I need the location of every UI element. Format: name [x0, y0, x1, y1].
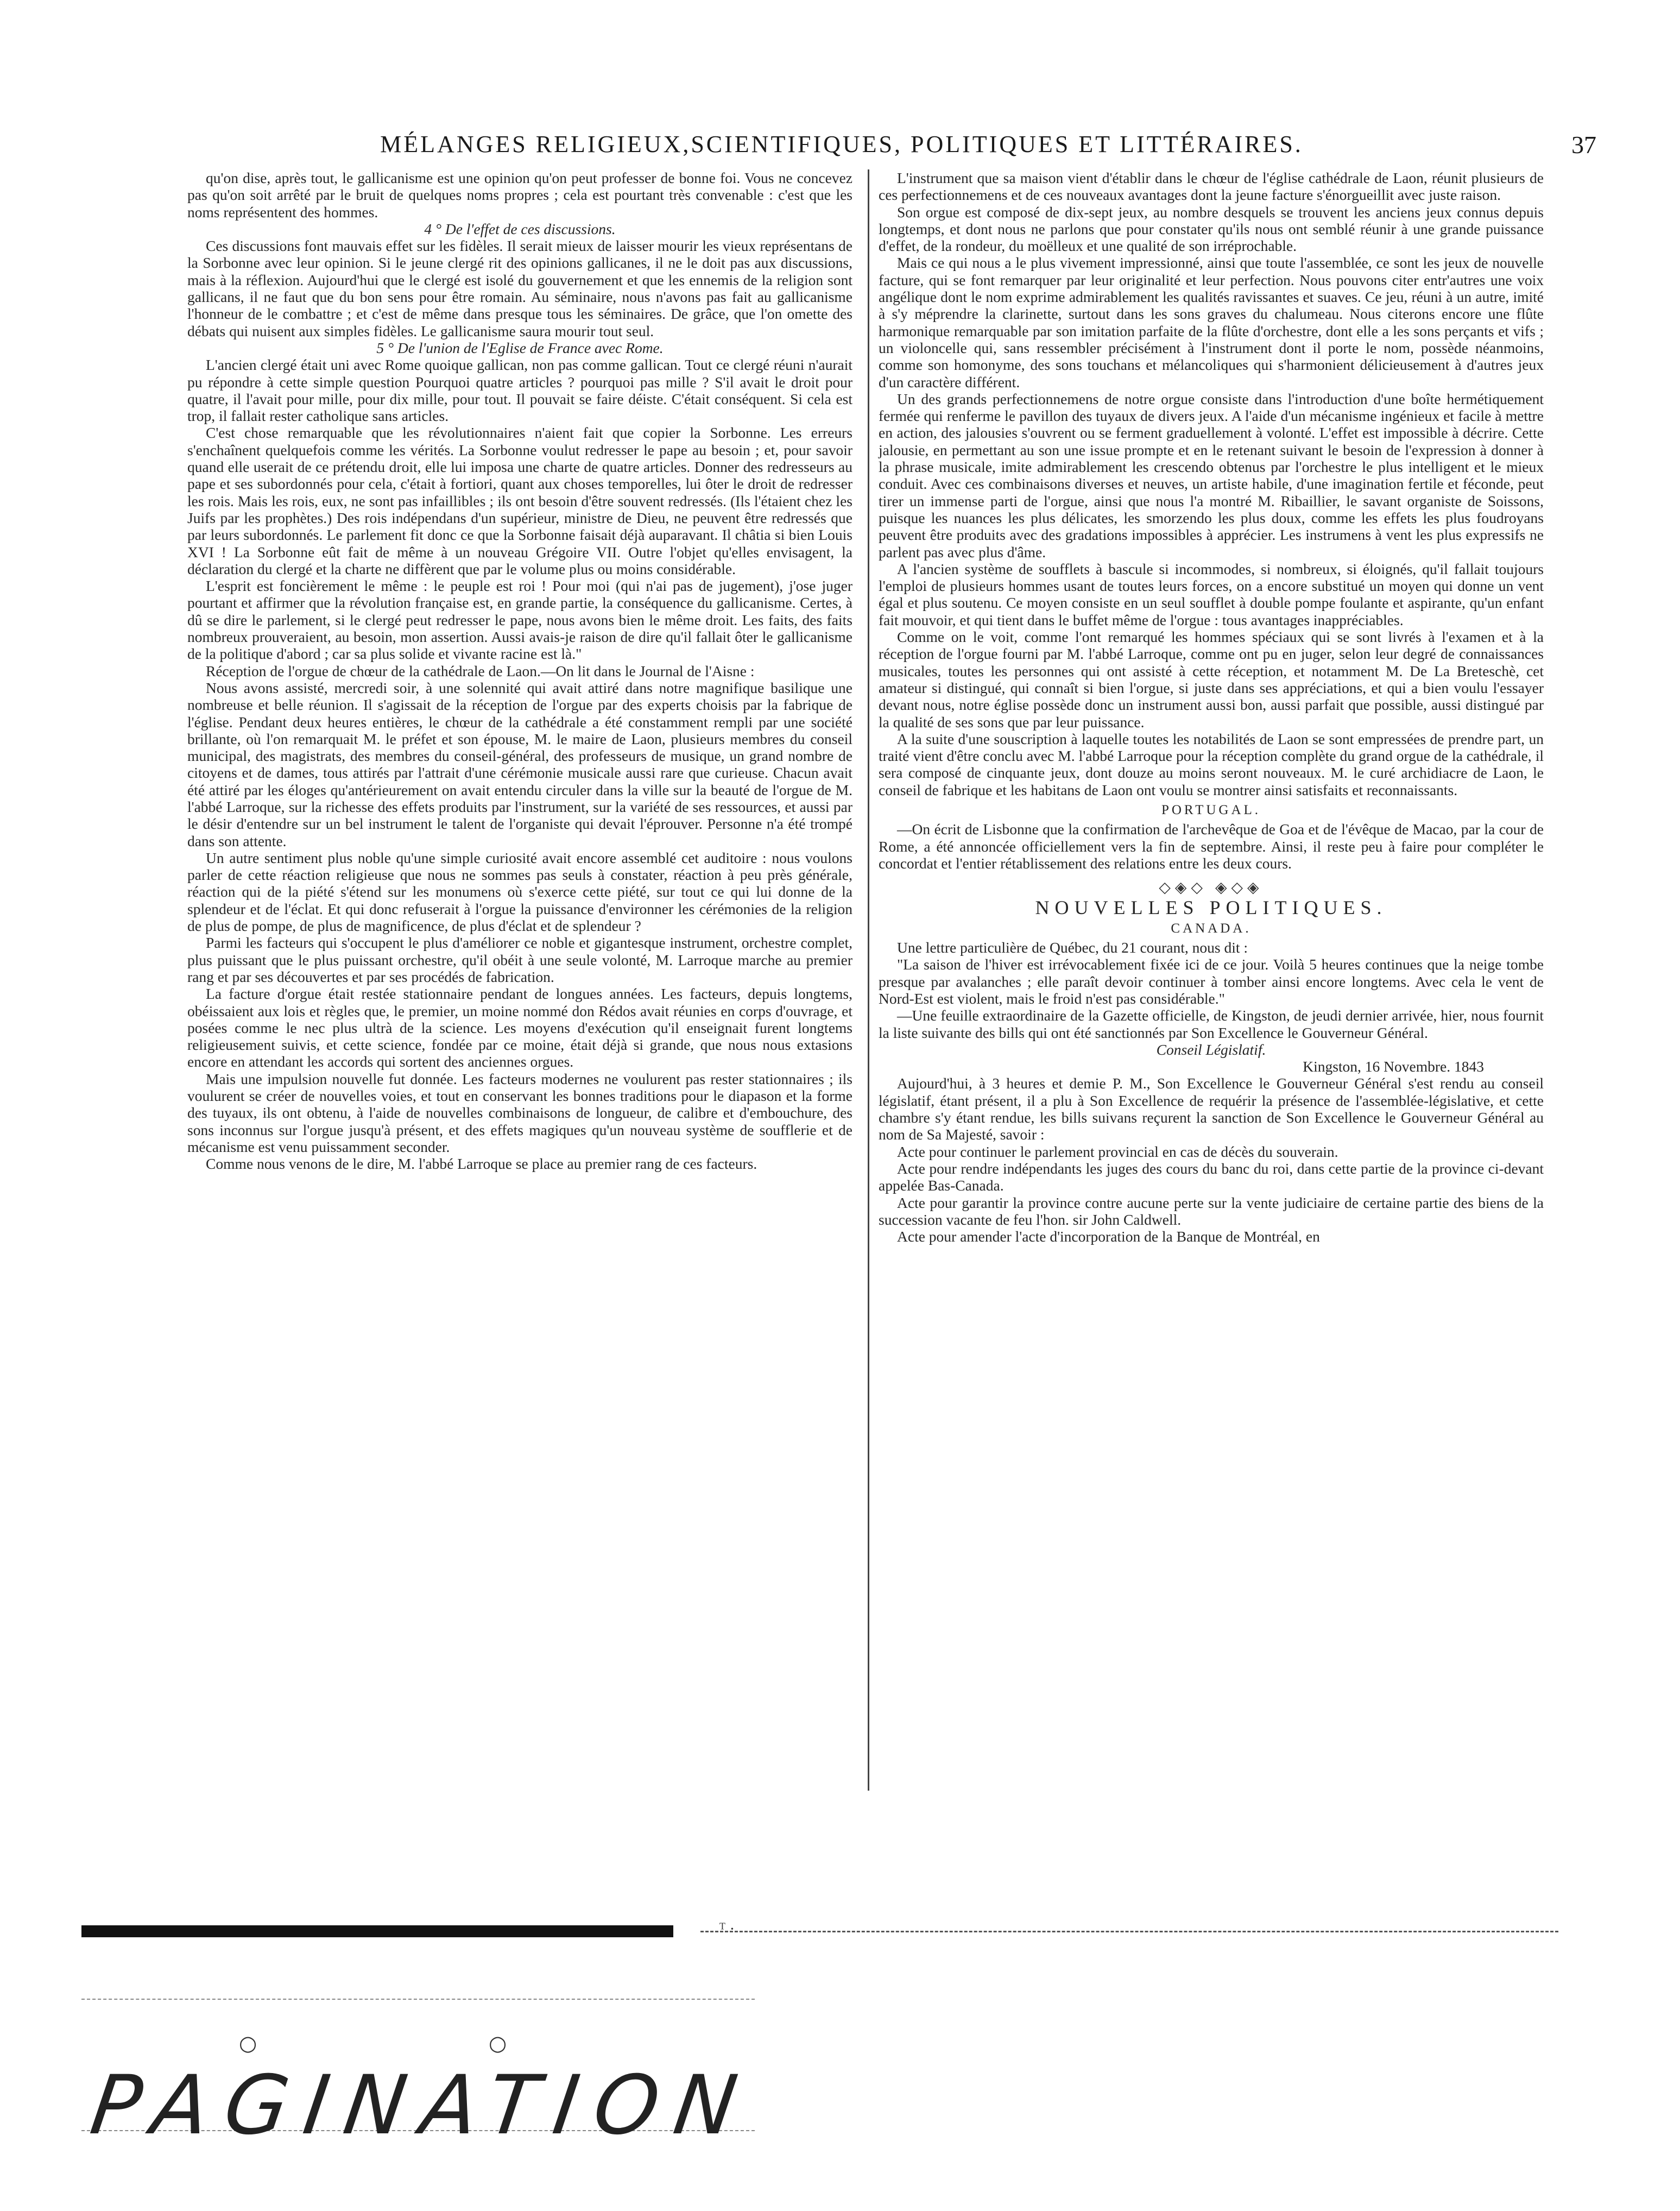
- canada-intro: Une lettre particulière de Québec, du 21 courant, nous dit :: [897, 939, 1248, 956]
- ornament-divider: ◇◈◇ ◈◇◈: [1159, 879, 1264, 897]
- pagination-handwritten-label: PAGINATION: [85, 2058, 759, 2153]
- column-divider: [868, 169, 869, 1791]
- dateline: Kingston, 16 Novembre. 1843: [1303, 1058, 1484, 1075]
- paragraph: Un des grands perfectionnemens de notre orgue consiste dans l'introduction d'une boîte hermétiquement fermée qui renferme le pavillon des tuyaux de divers jeux. A l'aide d'un mécanisme ingénieux et facile à mettre en action, des jalousies s'ouvrent ou se ferment graduellement à volonté. L'effet est impossible à décrire. Cette jalousie, en permettant au son une issue prompte et en le retenant suivant le besoin de l'expression à donner à la phrase musicale, imite admirablement les crescendo obtenus par l'orchestre le plus intelligent et le mieux conduit. Avec ces combinaisons diverses et neuves, un artiste habile, d'une imagination fertile et féconde, peut tirer un immense parti de l'orgue, ainsi que nous l'a montré M. Ribaillier, le savant organiste de Soissons, puisque les nuances les plus délicates, les smorzendo les plus doux, comme les effets les plus foudroyans peuvent être produits avec des gradations impossibles à apprécier. Les instrumens à vent les plus expressifs ne parlent pas avec plus d'âme.: [879, 390, 1544, 560]
- footer-mark: ᵀ ·: [719, 1920, 735, 1938]
- paragraph: Parmi les facteurs qui s'occupent le plus d'améliorer ce noble et gigantesque instrument, orchestre complet, plus puissant que le plus puissant orchestre, qu'il obéit à une seule volonté, M. Larroque marche au premier rang et par ses découvertes et par ses procédés de fabrication.: [187, 934, 852, 985]
- act-item: Acte pour amender l'acte d'incorporation de la Banque de Montréal, en: [897, 1228, 1320, 1245]
- act-item: Acte pour rendre indépendants les juges des cours du banc du roi, dans cette partie de la province ci-devant appelée Bas-Canada.: [879, 1160, 1544, 1194]
- council-subheading: Conseil Législatif.: [1156, 1041, 1266, 1058]
- paragraph: Comme on le voit, comme l'ont remarqué les hommes spéciaux qui se sont livrés à l'examen et à la réception de l'orgue fourni par M. l'abbé Larroque, comme ont pu en juger, selon leur degré de connaissances musicales, toutes les personnes qui ont assisté à cette réception, et notamment M. De La Breteschè, cet amateur si distingué, qui connaît si bien l'orgue, si juste dans ses appréciations, et qui a bien voulu l'essayer devant nous, notre église possède donc un instrument aussi bon, aussi parfait que possible, aussi distingué par la qualité de ses sons que par leur puissance.: [879, 628, 1544, 730]
- running-title: MÉLANGES RELIGIEUX,SCIENTIFIQUES, POLITIQUES ET LITTÉRAIRES.: [380, 131, 1303, 158]
- act-item: Acte pour garantir la province contre aucune perte sur la vente judiciaire de certaine partie des biens de la succession vacante de feu l'hon. sir John Caldwell.: [879, 1194, 1544, 1228]
- subheading: 5 ° De l'union de l'Eglise de France avec Rome.: [376, 339, 664, 356]
- paragraph: L'esprit est foncièrement le même : le peuple est roi ! Pour moi (qui n'ai pas de jugement), j'ose juger pourtant et affirmer que la révolution française est, en grande partie, la conséquence du gallicanisme. Certes, à dû se dire le parlement, si le clergé peut redresser le pape, nous avons bien le même droit. Les faits, des faits nombreux prouveraient, au besoin, mon assertion. Aussi avais-je raison de dire qu'il fallait ôter le gallicanisme de la politique d'abord ; car sa plus solide et vivante racine est là.": [187, 577, 852, 663]
- page-header: [87, 130, 1596, 163]
- paragraph: L'instrument que sa maison vient d'établir dans le chœur de l'église cathédrale de Laon, réunit plusieurs de ces perfectionnemens et de ces nouveaux avantages dont la jeune facture s'énorgueillit avec juste raison.: [879, 169, 1544, 204]
- footer-thick-rule: [81, 1925, 673, 1937]
- act-item: Acte pour continuer le parlement provincial en cas de décès du souverain.: [897, 1143, 1338, 1160]
- paragraph: Un autre sentiment plus noble qu'une simple curiosité avait encore assemblé cet auditoire : nous voulons parler de cette réaction religieuse que nous ne sommes pas seuls à constater, réaction à peu près générale, réaction qui de la piété s'étend sur les monumens où s'exerce cette piété, sur tout ce qui lui donne de la splendeur et de l'éclat. Et qui donc refuserait à l'orgue la puissance d'environner les cérémonies de la religion de plus de pompe, de plus de magnificence, de plus d'éclat et de splendeur ?: [187, 849, 852, 935]
- article-intro: Réception de l'orgue de chœur de la cathédrale de Laon.—On lit dans le Journal de l'Aisne :: [206, 662, 755, 679]
- paragraph: A l'ancien système de soufflets à bascule si incommodes, si nombreux, si éloignés, qu'il fallait toujours l'emploi de plusieurs hommes usant de toutes leurs forces, on a encore substitué un moyen qui donne un vent égal et plus soutenu. Ce moyen consiste en un seul soufflet à double pompe foulante et aspirante, qu'un enfant fait mouvoir, et qui tient dans le buffet même de l'orgue : tous avantages inappréciables.: [879, 560, 1544, 628]
- right-column: [879, 169, 1544, 1245]
- paragraph: L'ancien clergé était uni avec Rome quoique gallican, non pas comme gallican. Tout ce clergé réuni n'aurait pu répondre à cette simple question Pourquoi quatre articles ? pourquoi pas mille ? S'il avait le droit pour quatre, il l'avait pour mille, pour dix mille, pour tout. Il pouvait se faire déiste. C'était conséquent. Si cela est trop, il fallait rester catholique sans articles.: [187, 356, 852, 425]
- paragraph: Son orgue est composé de dix-sept jeux, au nombre desquels se trouvent les anciens jeux connus depuis longtemps, et dont nous ne parlons que pour constater qu'ils nous ont semblé réunir à une grande puissance d'effet, de la rondeur, du moëlleux et une qualité de son irréprochable.: [879, 203, 1544, 255]
- paragraph: Ces discussions font mauvais effet sur les fidèles. Il serait mieux de laisser mourir les vieux représentans de la Sorbonne avec leur opinion. Si le jeune clergé rit des opinions gallicanes, il ne le doit pas aux discussions, mais à la réflexion. Aujourd'hui que le clergé est isolé du gouvernement et que les ennemis de la religion sont gallicans, il ne faut que du bon sens pour être romain. Au séminaire, nous n'avons pas fait au gallicanisme l'honneur de le combattre ; et c'est de même dans presque tous les séminaires. De grâce, que l'on omette des débats qui nuisent aux simples fidèles. Le gallicanisme saura mourir tout seul.: [187, 237, 852, 339]
- page-number: 37: [1571, 131, 1596, 159]
- gazette-paragraph: —Une feuille extraordinaire de la Gazette officielle, de Kingston, de jeudi dernier arrivée, hier, nous fournit la liste suivante des bills qui ont été sanctionnés par Son Excellence le Gouverneur Général.: [879, 1007, 1544, 1041]
- footer-dashed-rule: [700, 1931, 1558, 1933]
- paragraph: Mais une impulsion nouvelle fut donnée. Les facteurs modernes ne voulurent pas rester stationnaires ; ils voulurent se créer de nouvelles voies, et tout en conservant les bonnes traditions pour le diapason et la forme des tuyaux, ils ont obtenu, à l'aide de nouvelles combinaisons de longueur, de calibre et d'embouchure, des sons inconnus sur l'orgue jusqu'à présent, et des effets magiques qu'un nouveau système de soufflerie et de mécanisme est venu puissamment seconder.: [187, 1070, 852, 1155]
- paragraph: Aujourd'hui, à 3 heures et demie P. M., Son Excellence le Gouverneur Général s'est rendu au conseil législatif, étant présent, il a plu à Son Excellence de requérir la présence de l'assemblée-législative, et cette chambre s'y étant rendue, les bills suivans reçurent la sanction de Son Excellence le Gouverneur Général au nom de Sa Majesté, savoir :: [879, 1075, 1544, 1143]
- pagination-dots: [239, 2031, 592, 2058]
- canada-quote: "La saison de l'hiver est irrévocablement fixée ici de ce jour. Voilà 5 heures continues que la neige tombe presque par avalanches ; elle paraît devoir continuer à tomber ainsi encore longtems. Avec cela le vent de Nord-Est est violent, mais le froid n'est pas considérable.": [879, 956, 1544, 1007]
- paragraph: A la suite d'une souscription à laquelle toutes les notabilités de Laon se sont empressées de prendre part, un traité vient d'être conclu avec M. l'abbé Larroque pour la réception complète du grand orgue de la cathédrale, il sera composé de cinquante jeux, dont douze au moins seront nouveaux. M. le curé archidiacre de Laon, le conseil de fabrique et les habitans de Laon ont voulu se montrer ainsi satisfaits et reconnaissants.: [879, 730, 1544, 798]
- paragraph: Nous avons assisté, mercredi soir, à une solennité qui avait attiré dans notre magnifique basilique une nombreuse et belle réunion. Il s'agissait de la réception de l'orgue par des experts choisis par la fabrique de l'église. Pendant deux heures entières, le chœur de la cathédrale a été constamment rempli par une société brillante, où l'on remarquait M. le préfet et son épouse, M. le maire de Laon, plusieurs membres du conseil municipal, des magistrats, des membres du conseil-général, des professeurs de musique, un grand nombre de citoyens et de dames, tous attirés par l'attrait d'une cérémonie musicale aussi rare que curieuse. Chacun avait été attiré par les éloges qu'antérieurement on avait entendu circuler dans la ville sur la beauté de l'orgue de M. l'abbé Larroque, sur la richesse des effets produits par l'instrument, sur la variété de ses ressources, et aussi par le désir d'entendre sur un bel instrument le talent de l'organiste qui devait l'éprouver. Personne n'a été trompé dans son attente.: [187, 679, 852, 849]
- left-column: [187, 169, 852, 1173]
- paragraph: La facture d'orgue était restée stationnaire pendant de longues années. Les facteurs, depuis longtems, obéissaient aux lois et règles que, le premier, un moine nommé don Rédos avait réunies en corps d'ouvrage, et posées comme le nec plus ultrà de la science. Les moyens d'exécution qu'il enseignait furent longtems religieusement suivis, et cette science, fondée par ce moine, était déjà si grande, que nous nous extasions encore en attendant les accords qui sortent des anciennes orgues.: [187, 985, 852, 1070]
- circle-mark-icon: ○: [239, 2031, 257, 2055]
- portugal-caption: PORTUGAL.: [1161, 802, 1261, 817]
- paragraph: C'est chose remarquable que les révolutionnaires n'aient fait que copier la Sorbonne. Les erreurs s'enchaînent quelquefois comme les vérités. La Sorbonne voulut redresser le pape au besoin ; et, pour savoir quand elle userait de ce prétendu droit, elle lui imposa une charte de quatre articles. Donner des redresseurs au pape et ses subordonnés pour cela, c'était à fortiori, quant aux choses temporelles, lui ôter le droit de redresser les rois. Mais les rois, eux, ne sont pas infaillibles ; ils ont besoin d'être souvent redressés. (Ils l'étaient chez les Juifs par les prophètes.) Des rois indépendans d'un supérieur, ministre de Dieu, ne peuvent être redressés que par leurs subordonnés. Le parlement fit donc ce que la Sorbonne faisait déjà auparavant. Il châtia si bien Louis XVI ! La Sorbonne eût fait de même à un nouveau Grégoire VII. Outre l'objet qu'elles envisagent, la déclaration du clergé et la charte ne diffèrent que par le volume plus ou moins considérable.: [187, 424, 852, 577]
- portugal-paragraph: —On écrit de Lisbonne que la confirmation de l'archevêque de Goa et de l'évêque de Macao, par la cour de Rome, a été annoncée officiellement vers la fin de septembre. Ainsi, il reste peu à faire pour compléter le concordat et l'entier rétablissement des relations entre les deux cours.: [879, 821, 1544, 872]
- paragraph: Mais ce qui nous a le plus vivement impressionné, ainsi que toute l'assemblée, ce sont les jeux de nouvelle facture, qui se font remarquer par leur originalité et leur perfection. Nous pouvons citer entr'autres une voix angélique dont le nom exprime admirablement les qualités ravissantes et suaves. Ce jeu, réuni à un autre, imité à s'y méprendre la clarinette, surtout dans les sons graves du chalumeau. Nous citerons encore une flûte harmonique remarquable par son imitation parfaite de la flûte d'orchestre, dont elle a les sons perçants et vifs ; un violoncelle qui, sans ressembler précisément à l'instrument dont il porte le nom, possède néanmoins, comme son homonyme, des sons touchans et mélancoliques qui s'harmonient délicieusement à d'autres jeux d'un caractère différent.: [879, 254, 1544, 390]
- paragraph: Comme nous venons de le dire, M. l'abbé Larroque se place au premier rang de ces facteurs.: [206, 1155, 757, 1173]
- canada-caption: CANADA.: [1171, 921, 1252, 936]
- circle-mark-icon: ○: [489, 2031, 507, 2055]
- subheading: 4 ° De l'effet de ces discussions.: [424, 220, 616, 237]
- paragraph: qu'on dise, après tout, le gallicanisme est une opinion qu'on peut professer de bonne foi. Vous ne concevez pas qu'on soit arrêté par le bruit de quelques noms propres ; cela est pourtant très convenable : c'est que les noms représentent des hommes.: [187, 169, 852, 221]
- section-title: NOUVELLES POLITIQUES.: [1035, 897, 1387, 919]
